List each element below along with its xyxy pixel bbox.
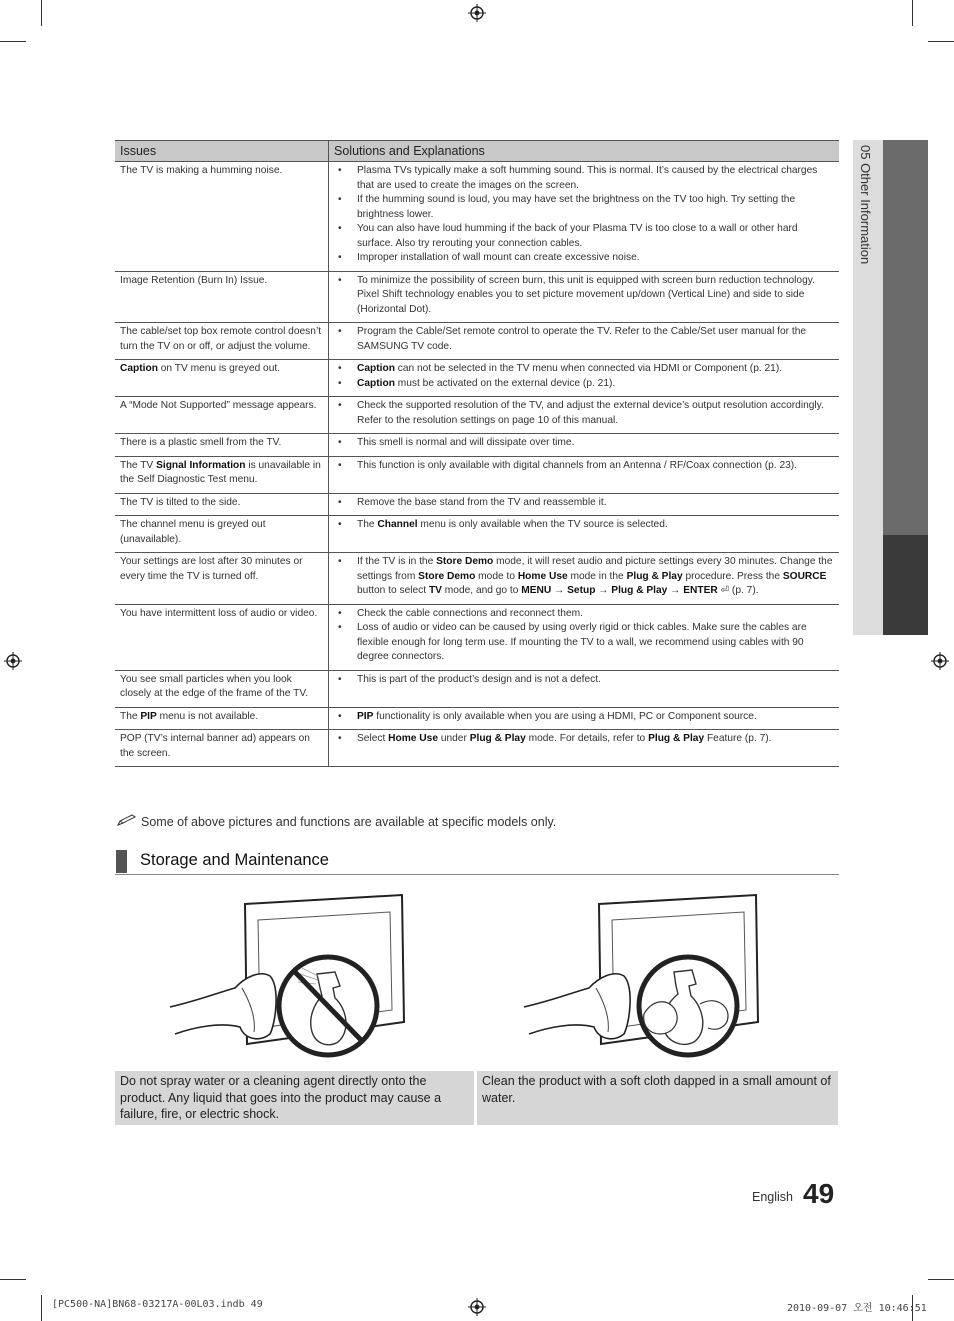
text-run: The TV is making a humming noise. (120, 165, 283, 176)
pencil-note-icon (117, 814, 137, 826)
solution-list (334, 164, 834, 266)
solution-list (334, 436, 834, 451)
solution-item (357, 621, 834, 665)
text-run: Feature (p. 7). (704, 733, 772, 744)
solution-list (334, 399, 834, 428)
text-run: The cable/set top box remote control doesn’t turn the TV on or off, or adjust the volume. (120, 326, 322, 352)
text-run: If the TV is in the (357, 556, 437, 567)
text-run: To minimize the possibility of screen burn, this unit is equipped with screen burn reduction technology. Pixel Shift technology enables you to set picture movement up/down (Vertical Line) and side to side (Horizontal Dot). (357, 274, 815, 315)
issue-cell (115, 670, 329, 707)
caption-soft-cloth: Clean the product with a soft cloth dapped in a small amount of water. (477, 1071, 838, 1125)
solution-item (357, 710, 834, 725)
solution-cell (329, 604, 840, 670)
text-run: mode. For details, refer to (525, 733, 649, 744)
text-run: Plasma TVs typically make a soft humming sound. This is normal. It’s caused by the electrical charges that are used to create the images on the screen. (357, 165, 818, 191)
text-run: The TV is tilted to the side. (120, 496, 241, 508)
solution-cell (329, 434, 840, 457)
text-run: → (667, 585, 684, 596)
text-run: mode, it will reset audio and picture settings every 30 minutes. Change the settings from (357, 556, 833, 582)
registration-mark-icon (468, 1298, 486, 1316)
solution-item (357, 399, 834, 428)
text-run: This function is only available with digital channels from an Antenna / RF/Coax connection (p. 23). (357, 459, 797, 471)
solution-item (357, 518, 834, 533)
menu-term: Channel (377, 519, 418, 530)
table-row (115, 360, 839, 397)
table-row (115, 730, 839, 767)
issue-cell (115, 516, 329, 553)
column-header-issues: Issues (115, 141, 329, 162)
table-row (115, 162, 839, 272)
text-run: If the humming sound is loud, you may have set the brightness on the TV too high. Try setting the brightness lower. (357, 194, 796, 220)
solution-item (357, 362, 834, 377)
table-row (115, 323, 839, 360)
text-run: You see small particles when you look closely at the edge of the frame of the TV. (120, 673, 309, 699)
text-run: POP (TV’s internal banner ad) appears on the screen. (120, 733, 310, 759)
side-tab-dark (883, 140, 928, 535)
crop-mark (41, 0, 42, 26)
table-row (115, 670, 839, 707)
solution-item (357, 459, 834, 474)
menu-term: Plug & Play (626, 570, 683, 582)
solution-list (334, 732, 834, 747)
table-row (115, 493, 839, 516)
crop-mark (928, 41, 954, 42)
solution-cell (329, 493, 840, 516)
table-row (115, 707, 839, 730)
issue-cell (115, 707, 329, 730)
solution-list (334, 274, 834, 318)
text-run: menu is only available when the TV source is selected. (417, 519, 668, 530)
text-run: procedure. Press the (682, 570, 783, 582)
solution-cell (329, 707, 840, 730)
solution-cell (329, 730, 840, 767)
menu-term: Plug & Play (611, 585, 668, 596)
text-run: This is part of the product’s design and is not a defect. (357, 673, 601, 685)
section-title: Storage and Maintenance (140, 851, 329, 869)
text-run: → (551, 585, 568, 596)
text-run: The channel menu is greyed out (unavailable). (120, 519, 266, 545)
solution-item (357, 436, 834, 451)
side-tab-marker (883, 535, 928, 635)
table-row (115, 271, 839, 323)
solution-list (334, 325, 834, 354)
menu-term: Setup (567, 585, 596, 596)
registration-mark-icon (931, 652, 949, 670)
solution-cell (329, 670, 840, 707)
text-run: is unavailable in the Self Diagnostic Test menu. (120, 459, 321, 485)
print-slug-timestamp: 2010-09-07 오전 10:46:51 (787, 1303, 927, 1314)
issue-cell (115, 271, 329, 323)
issue-cell (115, 323, 329, 360)
solution-item (357, 164, 834, 193)
text-run: Program the Cable/Set remote control to operate the TV. Refer to the Cable/Set user manual for the SAMSUNG TV code. (357, 326, 807, 352)
text-run: on TV menu is greyed out. (157, 363, 281, 374)
solution-cell (329, 516, 840, 553)
menu-term: Home Use (517, 570, 568, 582)
issue-cell (115, 397, 329, 434)
text-run: You have intermittent loss of audio or video. (120, 607, 318, 619)
solution-cell (329, 360, 840, 397)
troubleshooting-table (115, 140, 839, 767)
menu-term: Plug & Play (648, 733, 705, 744)
damp-cloth-icon (524, 892, 769, 1060)
menu-term: PIP (357, 710, 374, 722)
table-header-row (115, 141, 839, 162)
text-run: Select (357, 733, 389, 744)
text-run: → (595, 585, 612, 596)
solution-item (357, 274, 834, 318)
table-row (115, 604, 839, 670)
menu-term: Store Demo (418, 570, 476, 582)
crop-mark (0, 41, 26, 42)
issue-cell (115, 360, 329, 397)
text-run: button to select (357, 585, 429, 596)
solution-cell (329, 323, 840, 360)
menu-term: Caption (120, 363, 158, 374)
solution-item (357, 222, 834, 251)
crop-mark (912, 0, 913, 26)
section-divider (115, 874, 839, 875)
menu-term: Caption (357, 363, 395, 374)
menu-term: Plug & Play (469, 733, 526, 744)
crop-mark (928, 1279, 954, 1280)
solution-list (334, 710, 834, 725)
text-run: Your settings are lost after 30 minutes or every time the TV is turned off. (120, 556, 303, 582)
issue-cell (115, 493, 329, 516)
registration-mark-icon (4, 652, 22, 670)
caption-do-not-spray: Do not spray water or a cleaning agent directly onto the product. Any liquid that goes into the product may cause a failure, fire, or electric shock. (115, 1071, 474, 1125)
issue-cell (115, 604, 329, 670)
solution-list (334, 555, 834, 599)
issue-cell (115, 434, 329, 457)
text-run: functionality is only available when you are using a HDMI, PC or Component source. (373, 710, 757, 722)
solution-list (334, 459, 834, 474)
text-run: Image Retention (Burn In) Issue. (120, 274, 268, 286)
crop-mark (0, 1279, 26, 1280)
text-run: can not be selected in the TV menu when connected via HDMI or Component (p. 21). (394, 363, 783, 374)
menu-term: SOURCE (782, 570, 827, 582)
table-row (115, 434, 839, 457)
text-run: mode, and go to (441, 585, 522, 596)
issue-cell (115, 553, 329, 605)
solution-cell (329, 553, 840, 605)
menu-term: Home Use (388, 733, 438, 744)
solution-item (357, 325, 834, 354)
menu-term: ENTER (683, 585, 718, 596)
text-run: mode in the (567, 570, 627, 582)
solution-item (357, 732, 834, 747)
solution-list (334, 362, 834, 391)
text-run: A “Mode Not Supported” message appears. (120, 400, 317, 411)
text-run: Remove the base stand from the TV and reassemble it. (357, 496, 607, 508)
solution-item (357, 377, 834, 392)
text-run: The (120, 710, 141, 722)
column-header-solutions: Solutions and Explanations (329, 141, 840, 162)
issue-cell (115, 456, 329, 493)
menu-term: MENU (521, 585, 552, 596)
text-run: under (437, 733, 470, 744)
solution-cell (329, 271, 840, 323)
text-run: You can also have loud humming if the back of your Plasma TV is too close to a wall or other hard surface. Also try rerouting your connection cables. (357, 223, 798, 249)
solution-item (357, 496, 834, 511)
chapter-label: 05 Other Information (858, 145, 873, 265)
text-run: The (357, 519, 378, 530)
text-run: mode to (475, 570, 518, 582)
text-run: ⏎ (p. 7). (717, 585, 759, 596)
crop-mark (41, 1295, 42, 1321)
text-run: Check the cable connections and reconnect them. (357, 607, 583, 619)
text-run: Loss of audio or video can be caused by using overly rigid or thick cables. Make sure the cables are flexible enough for long term use. If mounting the TV to a wall, we recommend using cables with 90 degree connectors. (357, 622, 807, 662)
table-row (115, 553, 839, 605)
section-marker (116, 850, 127, 873)
solution-item (357, 251, 834, 266)
page-number: 49 (803, 1178, 835, 1209)
solution-item (357, 555, 834, 599)
menu-term: TV (428, 585, 442, 596)
solution-item (357, 193, 834, 222)
print-slug-file: [PC500-NA]BN68-03217A-00L03.indb 49 (52, 1299, 263, 1310)
solution-cell (329, 397, 840, 434)
solution-list (334, 673, 834, 688)
issue-cell (115, 730, 329, 767)
no-spray-icon (170, 892, 415, 1060)
table-row (115, 397, 839, 434)
solution-list (334, 496, 834, 511)
issue-cell (115, 162, 329, 272)
solution-cell (329, 162, 840, 272)
registration-mark-icon (468, 4, 486, 22)
note-text: Some of above pictures and functions are available at specific models only. (141, 815, 557, 829)
models-note (117, 814, 556, 829)
solution-list (334, 518, 834, 533)
text-run: This smell is normal and will dissipate over time. (357, 437, 575, 448)
text-run: The TV (120, 459, 157, 471)
text-run: Improper installation of wall mount can create excessive noise. (357, 252, 640, 263)
menu-term: Caption (357, 377, 395, 389)
menu-term: PIP (140, 710, 157, 722)
table-body (115, 162, 839, 767)
text-run: menu is not available. (156, 710, 259, 722)
text-run: There is a plastic smell from the TV. (120, 437, 282, 448)
solution-list (334, 607, 834, 665)
menu-term: Store Demo (436, 556, 494, 567)
solution-item (357, 673, 834, 688)
text-run: Check the supported resolution of the TV, and adjust the external device’s output resolution accordingly. Refer to the resolution settings on page 10 of this manual. (357, 400, 824, 426)
table-row (115, 456, 839, 493)
menu-term: Signal Information (156, 459, 246, 471)
text-run: must be activated on the external device (p. 21). (394, 377, 616, 389)
footer-language: English (752, 1190, 793, 1204)
solution-item (357, 607, 834, 622)
table-row (115, 516, 839, 553)
solution-cell (329, 456, 840, 493)
